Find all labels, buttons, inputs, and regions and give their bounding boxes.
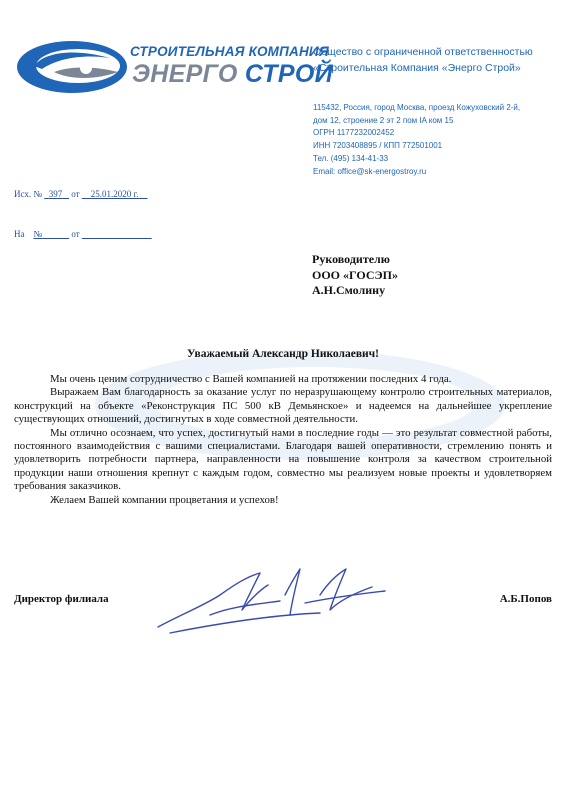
- inn-kpp: ИНН 7203408895 / КПП 772501001: [313, 141, 443, 151]
- outgoing-reference: [14, 189, 147, 199]
- phone: Тел. (495) 134-41-33: [313, 153, 389, 163]
- address-line1: 115432, Россия, город Москва, проезд Кожуховский 2-й,: [313, 103, 521, 112]
- paragraph: Мы отлично осознаем, что успех, достигнутый нами в последние годы — это результат совместной работы, постоянного взаимодействия с вашими специалистами. Благодаря вашей оперативности, стремлению понять и удовлетворить потребности партнера, направленности на повышение контроля за качеством строительной продукции наши отношения крепнут с каждым годом, совместно мы реализуем новые проекты и удовлетворяем требования заказчиков.: [14, 426, 552, 493]
- brand-line1: СТРОИТЕЛЬНАЯ КОМПАНИЯ: [130, 44, 329, 59]
- addressee-name: А.Н.Смолину: [312, 283, 386, 297]
- paragraph: Мы очень ценим сотрудничество с Вашей компанией на протяжении последних 4 года.: [50, 373, 452, 385]
- signer-title: Директор филиала: [14, 593, 109, 605]
- signer-name: А.Б.Попов: [499, 593, 552, 605]
- ogrn: ОГРН 1177232002452: [313, 128, 395, 138]
- addressee-title: Руководителю: [312, 252, 390, 266]
- org-line1: Общество с ограниченной ответственностью: [313, 46, 533, 58]
- paragraph: Желаем Вашей компании процветания и успехов!: [50, 493, 279, 506]
- in-prefix: На: [14, 229, 25, 239]
- company-brand: [130, 44, 333, 89]
- in-from: от: [71, 229, 80, 239]
- handwritten-signature: [150, 555, 410, 640]
- company-details: [313, 102, 520, 178]
- out-from: от: [71, 189, 80, 199]
- salutation: Уважаемый Александр Николаевич!: [187, 348, 379, 360]
- out-number: 397: [48, 189, 63, 199]
- addressee-company: ООО «ГОСЭП»: [312, 267, 398, 282]
- org-line2: «Строительная Компания «Энерго Строй»: [313, 62, 521, 74]
- out-date: 25.01.2020 г.: [90, 189, 139, 199]
- email: Email: office@sk-energostroy.ru: [313, 166, 427, 176]
- in-date-blank: [82, 229, 152, 239]
- paragraph: Выражаем Вам благодарность за оказание услуг по неразрушающему контролю строительных материалов, конструкций на объекте «Реконструкция ПС 500 кВ Демьянское» и надеемся на дальнейшее укрепление существующих отношений, достигнутых в ходе совместной деятельности.: [14, 386, 552, 426]
- company-logo: [14, 36, 130, 96]
- in-number: №: [33, 229, 43, 239]
- brand-stroy: СТРОЙ: [244, 60, 333, 88]
- incoming-reference: [14, 229, 152, 239]
- brand-energo: ЭНЕРГО: [132, 60, 238, 88]
- brand-line2: [132, 60, 333, 89]
- addressee-block: [312, 252, 398, 299]
- out-prefix: Исх. №: [14, 189, 42, 199]
- address-line2: дом 12, строение 2 эт 2 пом IA ком 15: [313, 115, 454, 125]
- letter-body: [14, 373, 552, 507]
- org-name: [313, 44, 533, 76]
